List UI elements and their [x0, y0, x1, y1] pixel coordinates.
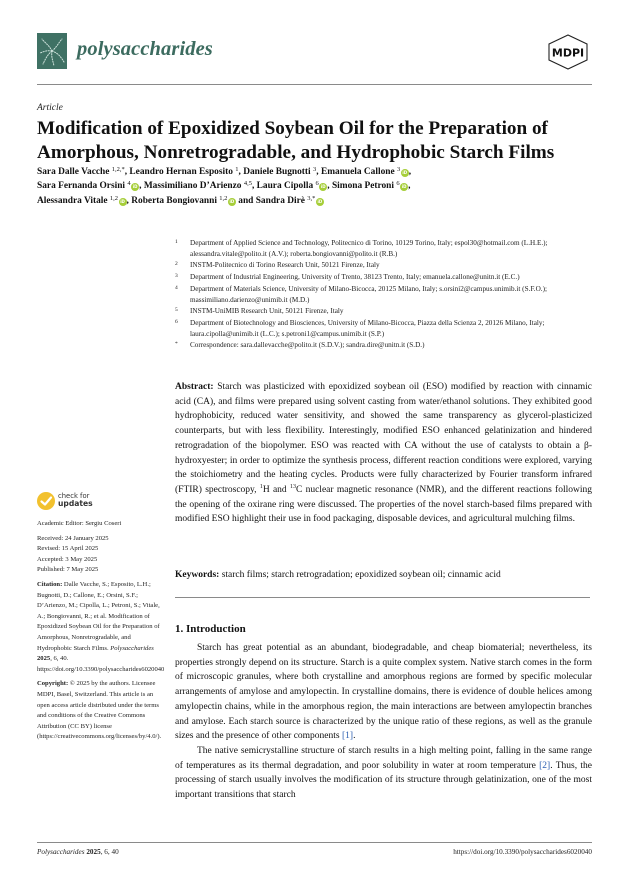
copyright [37, 679, 162, 743]
affiliation-item [175, 340, 595, 351]
footer-divider [37, 842, 592, 843]
author-name[interactable]: Simona Petroni [331, 181, 395, 192]
author-separator: , [238, 167, 244, 177]
footer-volume: , 6, 40 [100, 848, 119, 856]
journal-header [37, 33, 592, 73]
author-name[interactable]: Roberta Bongiovanni [131, 195, 217, 206]
citation-doi-link[interactable]: , 6, 40. https://doi.org/10.3390/polysaccharides6020040 [37, 655, 165, 673]
abstract-divider [175, 597, 590, 598]
author-separator: , [124, 167, 130, 177]
checkmark-icon [37, 492, 55, 510]
paragraph-text: Starch has great potential as an abundant, biodegradable, and cheap biomaterial; nevertheless, its properties strongly depend on its structure. Starch is a quite complex system. Native starch comes in the form of microscopic granules, where both crystalline and amorphous regions are formed by specific molecular arrangements of amylose and amylopectin. In crystalline domains, there is evidence of double helices among amylopectin chains, while in the amorphous region, the main interactions are between amylopectin branches and amylose. Each starch source is characterized by the unique ratio of these regions, as well as the granule sizes and the presence of other components [175, 643, 592, 742]
superscript: 13 [289, 483, 296, 490]
check-updates-line2: updates [58, 499, 93, 508]
author-name[interactable]: Laura Cipolla [256, 181, 314, 192]
affiliation-number: 1 [175, 239, 178, 245]
academic-editor: Academic Editor: Sergiu Coseri [37, 520, 122, 527]
affiliation-item [175, 318, 595, 339]
affiliation-number: 4 [175, 284, 178, 291]
mdpi-logo-text: MDPI [551, 46, 585, 60]
copyright-label: Copyright: [37, 680, 69, 688]
affiliation-item [175, 272, 595, 283]
keywords-label: Keywords: [175, 570, 220, 580]
copyright-text: © 2025 by the authors. Licensee MDPI, Basel, Switzerland. This article is an open access article distributed under the terms and conditions of the Creative Commons Attribution (CC BY) license (https://creativecommons.org/licenses/by/4.0/). [37, 680, 162, 741]
article-type: Article [37, 103, 63, 113]
author-name[interactable]: Emanuela Callone [320, 167, 395, 177]
accepted-date: Accepted: 3 May 2025 [37, 555, 98, 563]
publication-dates [37, 534, 162, 576]
revised-date: Revised: 15 April 2025 [37, 545, 99, 553]
affiliation-text: Correspondence: sara.dallevacche@polito.it (S.D.V.); sandra.dire@unitn.it (S.D.) [190, 341, 425, 350]
author-affiliation-sup: 1,2,* [111, 166, 125, 173]
author-name[interactable]: Sara Dalle Vacche [37, 167, 110, 177]
citation-link[interactable]: [2] [539, 760, 551, 771]
affiliation-item [175, 284, 595, 305]
author-affiliation-sup: 4,5 [243, 180, 252, 188]
affiliation-number: 2 [175, 261, 178, 268]
author-affiliation-sup: 3,* [307, 194, 316, 202]
citation-journal: Polysaccharides [110, 644, 154, 652]
author-affiliation-sup: 3 [397, 166, 401, 173]
orcid-icon[interactable]: iD [320, 184, 326, 190]
author-affiliation-sup: 6 [315, 180, 319, 188]
paragraph-text: . Thus, the processing of starch usually involves the modification of its structure through gelatinization, one of the most important transitions that starch [175, 760, 593, 801]
abstract-text: C nuclear magnetic resonance (NMR), and the different reactions following the opening of the oxirane ring were discussed. The properties of the novel starch-based films prepared with modified ESO highlight their use in food packaging, disposable devices, and agricultural mulching films. [175, 484, 592, 525]
author-separator: , [139, 181, 144, 192]
paragraph [175, 744, 592, 803]
author-name[interactable]: Sara Fernanda Orsini [37, 181, 126, 192]
abstract-label: Abstract: [175, 382, 214, 392]
citation-text: Dalle Vacche, S.; Esposito, L.H.; Bugnotti, D.; Callone, E.; Orsini, S.F.; D’Arienzo, M.; Cipolla, L.; Petroni, S.; Vitale, A.; Bongiovanni, R.; et al. Modification of Epoxidized Soybean Oil for the Preparation of Amorphous, Nonretrogradable, and Hydrophobic Starch Films. [37, 580, 160, 652]
mdpi-logo [545, 34, 591, 70]
received-date: Received: 24 January 2025 [37, 534, 109, 542]
affiliation-text: Department of Materials Science, University of Milano-Bicocca, 20125 Milano, Italy; s.orsini2@campus.unimib.it (S.F.O.); massimiliano.darienzo@unimib.it (M.D.) [190, 284, 547, 304]
affiliation-number: 3 [175, 273, 178, 280]
author-name[interactable]: Leandro Hernan Esposito [129, 167, 233, 177]
author-affiliation-sup: 3 [313, 166, 317, 173]
affiliation-number: 5 [175, 307, 178, 314]
header-divider [37, 84, 592, 85]
orcid-icon[interactable]: iD [132, 184, 138, 190]
keywords-text: starch films; starch retrogradation; epoxidized soybean oil; cinnamic acid [219, 570, 501, 580]
footer-doi-link[interactable]: https://doi.org/10.3390/polysaccharides6020040 [453, 848, 592, 856]
author-affiliation-sup: 6 [396, 180, 400, 188]
introduction-body [175, 641, 592, 803]
affiliation-item [175, 238, 595, 259]
article-info-sidebar [37, 489, 165, 743]
author-separator: , [251, 181, 257, 192]
author-separator: , [408, 167, 412, 177]
author-separator: , [408, 181, 411, 192]
footer-year: 2025 [86, 848, 101, 856]
check-for-updates-button[interactable] [37, 489, 162, 515]
citation [37, 580, 165, 675]
journal-name: polysaccharides [77, 38, 213, 60]
affiliation-text: Department of Applied Science and Technology, Politecnico di Torino, 10129 Torino, Italy; espol30@hotmail.com (L.H.E.); alessandra.vitale@polito.it (A.V.); roberta.bongiovanni@polito.it (R.B.) [190, 239, 548, 258]
affiliation-text: INSTM-Politecnico di Torino Research Unit, 50121 Firenze, Italy [190, 261, 380, 270]
orcid-icon[interactable]: iD [401, 184, 407, 190]
author-name[interactable]: Massimiliano D’Arienzo [143, 181, 242, 192]
author-separator: and [235, 195, 256, 206]
author-affiliation-sup: 1,2 [219, 194, 228, 202]
author-separator: , [316, 167, 321, 177]
author-list [37, 165, 597, 208]
citation-year: 2025 [37, 655, 51, 663]
footer-journal: Polysaccharides [37, 848, 85, 856]
orcid-icon[interactable]: iD [317, 198, 323, 204]
affiliation-item [175, 260, 595, 271]
footer-journal-ref [37, 848, 119, 856]
superscript: 1 [259, 483, 263, 490]
affiliation-text: Department of Industrial Engineering, University of Trento, 38123 Trento, Italy; emanuela.callone@unitn.it (E.C.) [190, 273, 520, 282]
abstract-text: Starch was plasticized with epoxidized soybean oil (ESO) modified by reaction with cinnamic acid (CA), and films were prepared using solvent casting from water/ethanol solutions. They exhibited good hydrophobicity, reduced water sensitivity, and showed the same transparency as glycerol-plasticized counterparts, but with less flexibility. Interestingly, modified ESO enhanced gelatinization and hindered retrogradation of the biopolymer. ESO was reacted with CA without the use of catalysts to obtain a β-hydroxyester; in order to optimize the synthesis process, different reaction conditions were explored, varying the stoichiometry and the heating cycles. Products were fully characterized by Fourier transform infrared (FTIR) spectroscopy, [175, 382, 592, 495]
author-affiliation-sup: 4 [127, 180, 131, 188]
check-updates-label [58, 492, 93, 508]
citation-link[interactable]: [1] [341, 731, 354, 742]
author-affiliation-sup: 1,2 [109, 194, 119, 202]
section-heading-introduction: 1. Introduction [175, 623, 246, 635]
author-separator: , [327, 181, 332, 192]
check-updates-line1: check for [58, 492, 90, 500]
abstract [175, 380, 592, 527]
orcid-icon[interactable]: iD [120, 198, 125, 204]
citation-label: Citation: [37, 580, 63, 588]
paragraph-text: The native semicrystalline structure of starch results in a high melting point, falling in the same range of temperatures as its thermal degradation, and poor solubility in water at room temperature [175, 745, 592, 771]
author-name[interactable]: Sandra Dirè [255, 195, 305, 206]
affiliation-item [175, 306, 595, 317]
affiliations [175, 238, 595, 352]
paper-title: Modification of Epoxidized Soybean Oil for the Preparation of Amorphous, Nonretrogradable, and Hydrophobic Starch Films [37, 118, 555, 163]
author-affiliation-sup: 1 [235, 166, 239, 173]
affiliation-text: Department of Biotechnology and Biosciences, University of Milano-Bicocca, Piazza della Scienza 2, 20126 Milano, Italy; laura.cipolla@unimib.it (L.C.); s.petroni1@campus.unimib.it (S.P.) [190, 319, 545, 338]
paragraph-text: . [353, 731, 356, 742]
published-date: Published: 7 May 2025 [37, 566, 99, 574]
orcid-icon[interactable]: iD [229, 198, 235, 204]
keywords [175, 570, 592, 580]
author-name[interactable]: Alessandra Vitale [37, 195, 108, 206]
affiliation-text: INSTM-UniMIB Research Unit, 50121 Firenze, Italy [190, 307, 344, 316]
author-separator: , [126, 195, 132, 206]
orcid-icon[interactable]: iD [402, 170, 408, 175]
affiliation-number: 6 [175, 319, 178, 326]
affiliation-number: * [175, 341, 178, 348]
author-name[interactable]: Daniele Bugnotti [243, 167, 311, 177]
abstract-text: H and [262, 484, 290, 495]
paragraph [175, 641, 592, 744]
polysaccharides-logo-icon [37, 33, 67, 69]
